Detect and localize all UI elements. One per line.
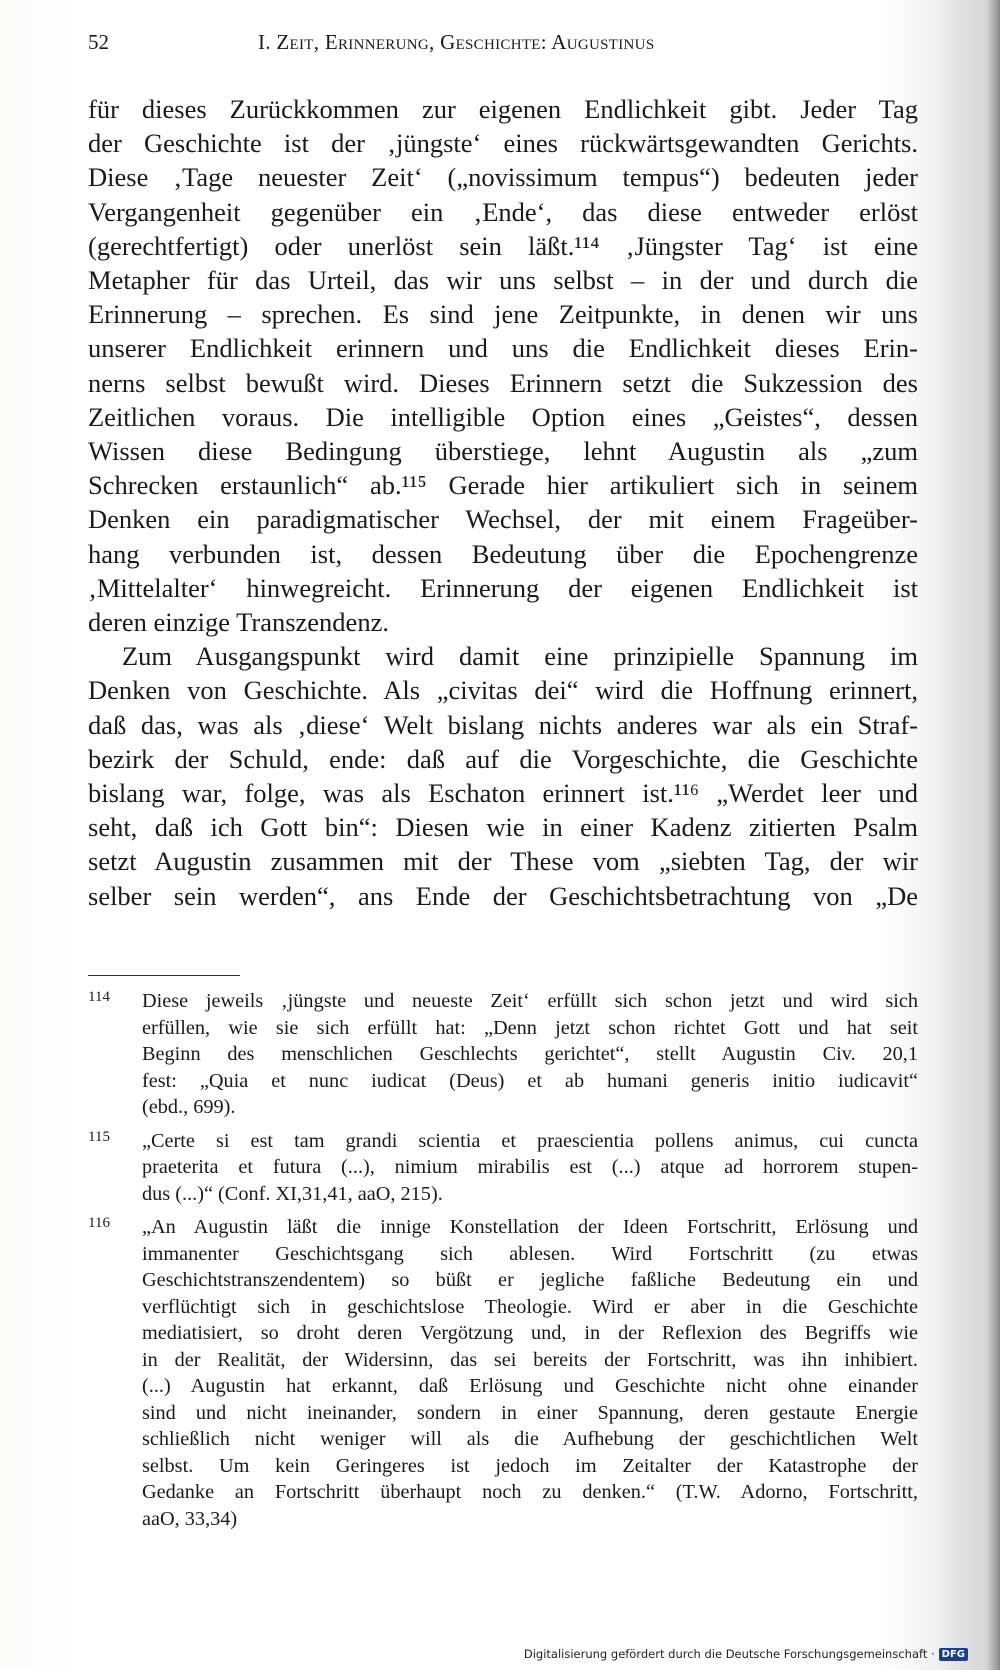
digitization-footer — [524, 1644, 968, 1664]
footnote-number: 115 — [88, 1128, 110, 1145]
body-line: ‚Mittelalter‘ hinwegreicht. Erinnerung der eigenen Endlichkeit ist — [88, 572, 918, 603]
body-line: daß das, was als ‚diese‘ Welt bislang nichts anderes war als ein Straf- — [88, 709, 918, 740]
footnote-line: (ebd., 699). — [142, 1096, 236, 1118]
body-line: für dieses Zurückkommen zur eigenen Endlichkeit gibt. Jeder Tag — [88, 94, 918, 124]
footnote-line: mediatisiert, so droht deren Vergötzung und, in der Reflexion des Begriffs wie — [142, 1322, 918, 1344]
body-line: bezirk der Schuld, ende: daß auf die Vorgeschichte, die Geschichte — [88, 743, 918, 774]
footnote-number: 114 — [88, 989, 110, 1005]
page-header — [88, 30, 928, 70]
footnote-line: dus (...)“ (Conf. XI,31,41, aaO, 215). — [142, 1182, 443, 1205]
footnotes — [88, 988, 918, 1539]
body-text — [88, 92, 918, 913]
footnote-line: sind und nicht ineinander, sondern in einer Spannung, deren gestaute Energie — [142, 1401, 918, 1424]
dfg-logo-icon: DFG — [939, 1648, 968, 1661]
footnote-line: erfüllen, wie sie sich erfüllt hat: „Denn jetzt schon richtet Gott und hat seit — [142, 1016, 918, 1039]
body-line: seht, daß ich Gott bin“: Diesen wie in einer Kadenz zitierten Psalm — [88, 812, 918, 843]
footnote-line: Geschichtstranszendentem) so büßt er jegliche faßliche Bedeutung ein und — [142, 1269, 918, 1291]
body-line: Denken ein paradigmatischer Wechsel, der mit einem Frageüber- — [88, 504, 918, 535]
body-line: Zum Ausgangspunkt wird damit eine prinzipielle Spannung im — [122, 641, 918, 672]
footnote-line: selbst. Um kein Geringeres ist jedoch im Zeitalter der Katastrophe der — [142, 1454, 918, 1477]
footnote-line: Diese jeweils ‚jüngste und neueste Zeit‘ erfüllt sich schon jetzt und wird sich — [142, 990, 918, 1012]
footnote-line: aaO, 33,34) — [142, 1507, 238, 1530]
footnote-number: 116 — [88, 1215, 110, 1231]
footnote-line: schließlich nicht weniger will als die Aufhebung der geschichtlichen Welt — [142, 1428, 918, 1450]
footnote-116 — [88, 1214, 918, 1532]
footnote-line: Gedanke an Fortschritt überhaupt noch zu denken.“ (T.W. Adorno, Fortschritt, — [142, 1481, 918, 1503]
footnote-line: (...) Augustin hat erkannt, daß Erlösung und Geschichte nicht ohne einander — [142, 1375, 918, 1397]
footnote-separator — [88, 975, 240, 976]
body-line: nerns selbst bewußt wird. Dieses Erinnern setzt die Sukzession des — [88, 367, 918, 398]
footnote-115 — [88, 1128, 918, 1208]
footnote-line: immanenter Geschichtsgang sich ablesen. Wird Fortschritt (zu etwas — [142, 1242, 918, 1265]
body-line: Wissen diese Bedingung überstiege, lehnt Augustin als „zum — [88, 436, 918, 467]
body-line: deren einzige Transzendenz. — [88, 607, 389, 638]
body-line: Vergangenheit gegenüber ein ‚Ende‘, das diese entweder erlöst — [88, 196, 918, 227]
footnote-line: „An Augustin läßt die innige Konstellation der Ideen Fortschritt, Erlösung und — [142, 1216, 918, 1238]
page-edge-shadow — [986, 0, 1000, 1670]
body-line: Diese ‚Tage neuester Zeit‘ („novissimum tempus“) bedeuten jeder — [88, 162, 918, 193]
footnote-line: in der Realität, der Widersinn, das sei bereits der Fortschritt, was ihn inhibiert. — [142, 1348, 918, 1371]
body-line: selber sein werden“, ans Ende der Geschichtsbetrachtung von „De — [88, 880, 918, 911]
footnote-114 — [88, 988, 918, 1121]
footnote-line: praeterita et futura (...), nimium mirabilis est (...) atque ad horrorem stupen- — [142, 1156, 918, 1178]
body-line: Metapher für das Urteil, das wir uns selbst – in der und durch die — [88, 265, 918, 296]
running-head: I. Zeit, Erinnerung, Geschichte: Augustinus — [258, 30, 655, 54]
page-number: 52 — [88, 30, 109, 54]
digitization-credit: Digitalisierung gefördert durch die Deutsche Forschungsgemeinschaft · — [523, 1647, 935, 1661]
body-line: (gerechtfertigt) oder unerlöst sein läßt.¹¹⁴ ‚Jüngster Tag‘ ist eine — [88, 230, 918, 261]
body-line: bislang war, folge, was als Eschaton erinnert ist.¹¹⁶ „Werdet leer und — [88, 778, 918, 809]
footnote-line: „Certe si est tam grandi scientia et praescientia pollens animus, cui cuncta — [142, 1129, 918, 1152]
body-line: Denken von Geschichte. Als „civitas dei“ wird die Hoffnung erinnert, — [88, 675, 918, 706]
body-line: hang verbunden ist, dessen Bedeutung über die Epochengrenze — [88, 538, 918, 569]
body-line: setzt Augustin zusammen mit der These vom „siebten Tag, der wir — [88, 846, 918, 877]
body-line: der Geschichte ist der ‚jüngste‘ eines rückwärtsgewandten Gerichts. — [88, 128, 918, 159]
footnote-line: fest: „Quia et nunc iudicat (Deus) et ab humani generis initio iudicavit“ — [142, 1069, 918, 1092]
body-line: Erinnerung – sprechen. Es sind jene Zeitpunkte, in denen wir uns — [88, 299, 918, 330]
footnote-line: Beginn des menschlichen Geschlechts gerichtet“, stellt Augustin Civ. 20,1 — [142, 1043, 918, 1065]
body-line: unserer Endlichkeit erinnern und uns die Endlichkeit dieses Erin- — [88, 333, 918, 364]
footnote-line: verflüchtigt sich in geschichtslose Theologie. Wird er aber in die Geschichte — [142, 1295, 918, 1318]
body-line: Schrecken erstaunlich“ ab.¹¹⁵ Gerade hier artikuliert sich in seinem — [88, 470, 918, 501]
body-line: Zeitlichen voraus. Die intelligible Option eines „Geistes“, dessen — [88, 401, 918, 432]
